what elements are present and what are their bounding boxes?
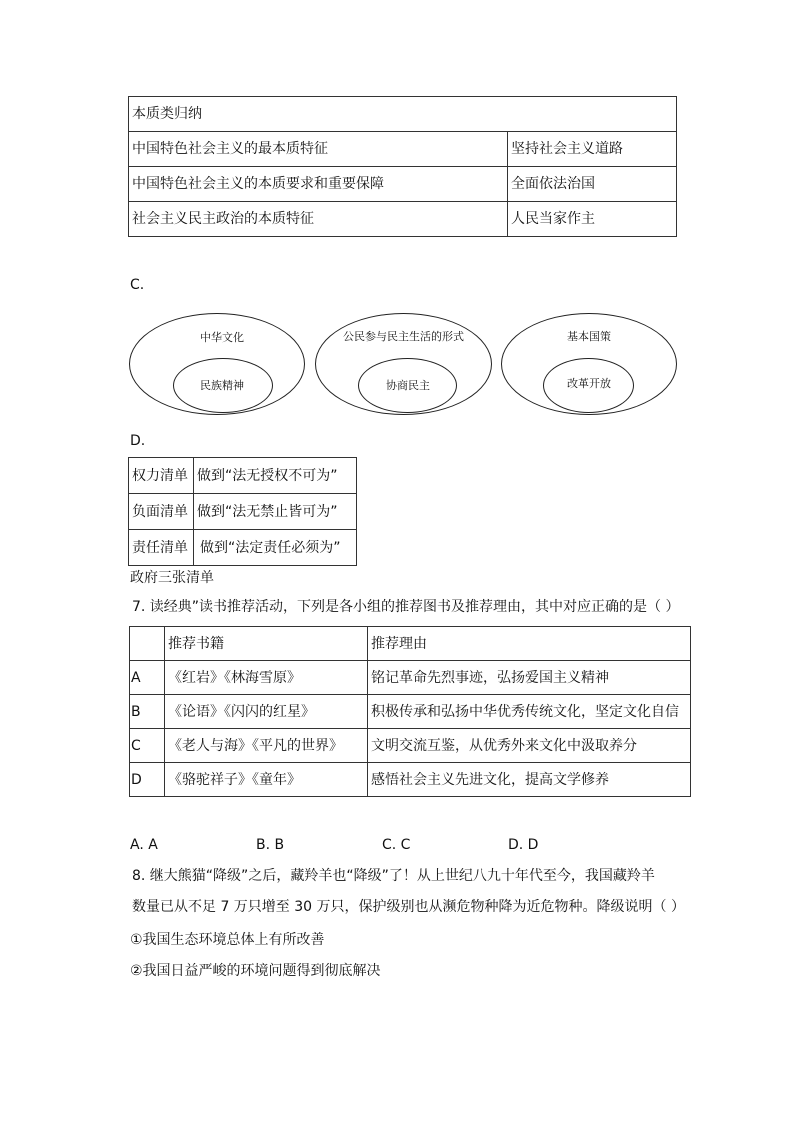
reason-cell: 文明交流互鉴，从优秀外来文化中汲取养分 [368, 729, 691, 763]
table-row [129, 494, 357, 530]
list-name-cell: 责任清单 [129, 530, 194, 566]
option-c-label: C. [130, 277, 145, 293]
table-row [130, 695, 691, 729]
inner-label: 改革开放 [567, 377, 611, 390]
reason-cell: 感悟社会主义先进文化，提高文学修养 [368, 763, 691, 797]
essence-cell: 中国特色社会主义的本质要求和重要保障 [129, 167, 508, 202]
book-table [129, 626, 691, 797]
outer-label: 中华文化 [200, 331, 244, 344]
option-letter-cell: C [130, 729, 165, 763]
table-caption: 政府三张清单 [130, 570, 214, 586]
list-rule-cell: 做到“法无禁止皆可为” [194, 494, 357, 530]
list-name-cell: 负面清单 [129, 494, 194, 530]
list-rule-cell: 做到“法定责任必须为” [194, 530, 357, 566]
header-cell [130, 627, 165, 661]
essence-cell: 中国特色社会主义的最本质特征 [129, 132, 508, 167]
q8-stem-line1: 8. 继大熊猫“降级”之后，藏羚羊也“降级”了！从上世纪八九十年代至今，我国藏羚羊 [132, 868, 655, 884]
table-row [129, 167, 677, 202]
essence-table [128, 96, 677, 237]
essence-cell: 坚持社会主义道路 [508, 132, 677, 167]
book-cell: 《骆驼祥子》《童年》 [165, 763, 368, 797]
essence-cell: 社会主义民主政治的本质特征 [129, 202, 508, 237]
book-cell: 《红岩》《林海雪原》 [165, 661, 368, 695]
outer-label: 公民参与民主生活的形式 [343, 330, 464, 343]
q8-statement-2: ②我国日益严峻的环境问题得到彻底解决 [130, 963, 381, 979]
table-row [130, 729, 691, 763]
table-row [130, 627, 691, 661]
q7-option-c[interactable]: C. C [382, 837, 411, 853]
essence-cell: 人民当家作主 [508, 202, 677, 237]
table-row [129, 97, 677, 132]
three-lists-table [128, 457, 357, 566]
q7-option-a[interactable]: A. A [130, 837, 158, 853]
header-cell: 推荐书籍 [165, 627, 368, 661]
book-cell: 《老人与海》《平凡的世界》 [165, 729, 368, 763]
list-name-cell: 权力清单 [129, 458, 194, 494]
q8-statement-1: ①我国生态环境总体上有所改善 [130, 932, 325, 948]
table-row [130, 763, 691, 797]
table-row [129, 530, 357, 566]
q7-option-b[interactable]: B. B [256, 837, 285, 853]
option-letter-cell: B [130, 695, 165, 729]
header-cell: 推荐理由 [368, 627, 691, 661]
essence-cell: 全面依法治国 [508, 167, 677, 202]
book-cell: 《论语》《闪闪的红星》 [165, 695, 368, 729]
q7-stem: 7. 读经典”读书推荐活动，下列是各小组的推荐图书及推荐理由，其中对应正确的是（ ） [132, 599, 680, 615]
list-rule-cell: 做到“法无授权不可为” [194, 458, 357, 494]
table-row [129, 132, 677, 167]
table-row [130, 661, 691, 695]
option-letter-cell: D [130, 763, 165, 797]
q7-option-d[interactable]: D. D [508, 837, 539, 853]
outer-label: 基本国策 [567, 330, 611, 343]
q8-stem-line2: 数量已从不足 7 万只增至 30 万只，保护级别也从濒危物种降为近危物种。降级说明（ ） [132, 899, 685, 915]
reason-cell: 铭记革命先烈事迹，弘扬爱国主义精神 [368, 661, 691, 695]
option-d-label: D. [130, 433, 146, 449]
essence-table-header: 本质类归纳 [129, 97, 677, 132]
table-row [129, 458, 357, 494]
reason-cell: 积极传承和弘扬中华优秀传统文化，坚定文化自信 [368, 695, 691, 729]
inner-label: 协商民主 [386, 379, 430, 392]
table-row [129, 202, 677, 237]
inner-label: 民族精神 [200, 379, 244, 392]
option-letter-cell: A [130, 661, 165, 695]
